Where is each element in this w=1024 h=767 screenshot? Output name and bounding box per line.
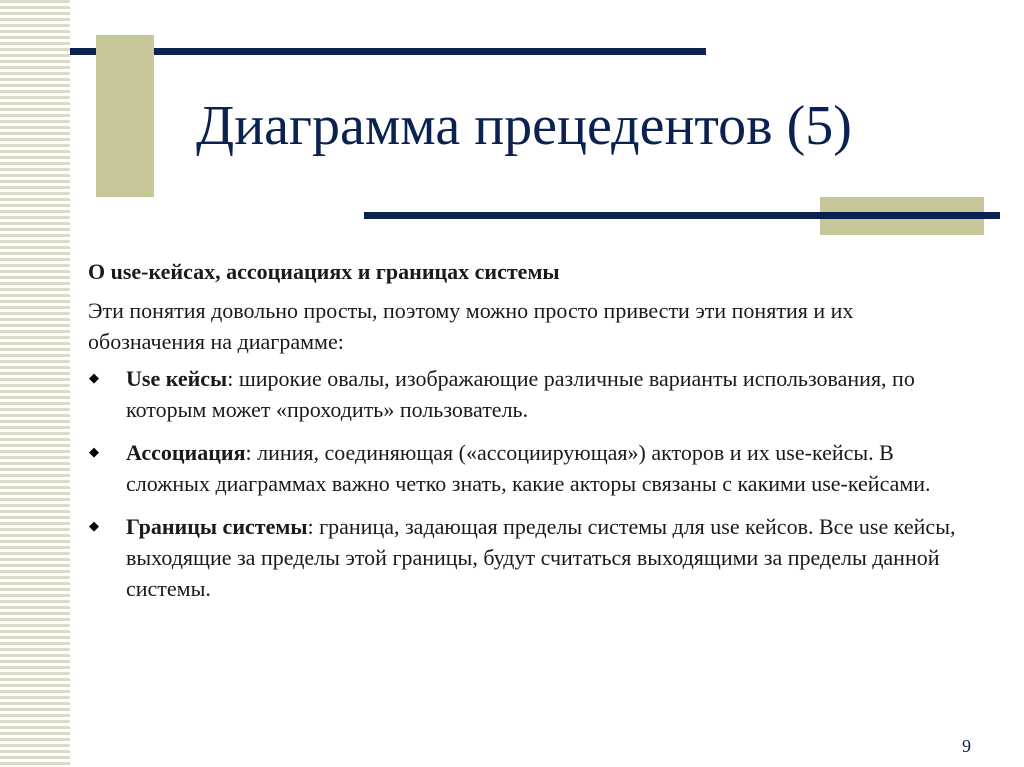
bullet-item-use-cases bbox=[88, 363, 968, 425]
bullet-text: : линия, соединяющая («ассоциирующая») акторов и их use-кейсы. В сложных диаграммах важно четко знать, какие акторы связаны с какими use-кейсами. bbox=[126, 440, 931, 496]
decorative-stripes bbox=[0, 0, 70, 767]
slide-title: Диаграмма прецедентов (5) bbox=[196, 95, 852, 157]
top-rule-line bbox=[70, 48, 706, 55]
bullet-text: : граница, задающая пределы системы для use кейсов. Все use кейсы, выходящие за пределы этой границы, будут считаться выходящими за пределы данной системы. bbox=[126, 514, 956, 601]
top-accent-block bbox=[96, 35, 154, 197]
diamond-bullet-icon: ◆ bbox=[89, 444, 99, 459]
slide-body bbox=[88, 256, 968, 616]
intro-paragraph: Эти понятия довольно просты, поэтому можно просто привести эти понятия и их обозначения на диаграмме: bbox=[88, 298, 854, 354]
diamond-bullet-icon: ◆ bbox=[89, 370, 99, 385]
bullet-text: : широкие овалы, изображающие различные варианты использования, по которым может «проходить» пользователь. bbox=[126, 366, 915, 422]
page-number: 9 bbox=[962, 736, 971, 756]
bullet-term: Границы системы bbox=[126, 514, 308, 539]
slide-subheading: О use-кейсах, ассоциациях и границах системы bbox=[88, 259, 560, 284]
bottom-rule-line bbox=[364, 212, 1000, 219]
bullet-item-system-boundary bbox=[88, 511, 968, 604]
bullet-item-association bbox=[88, 437, 968, 499]
diamond-bullet-icon: ◆ bbox=[89, 518, 99, 533]
bullet-term: Use кейсы bbox=[126, 366, 228, 391]
bullet-term: Ассоциация bbox=[126, 440, 246, 465]
bullet-list bbox=[88, 363, 968, 604]
